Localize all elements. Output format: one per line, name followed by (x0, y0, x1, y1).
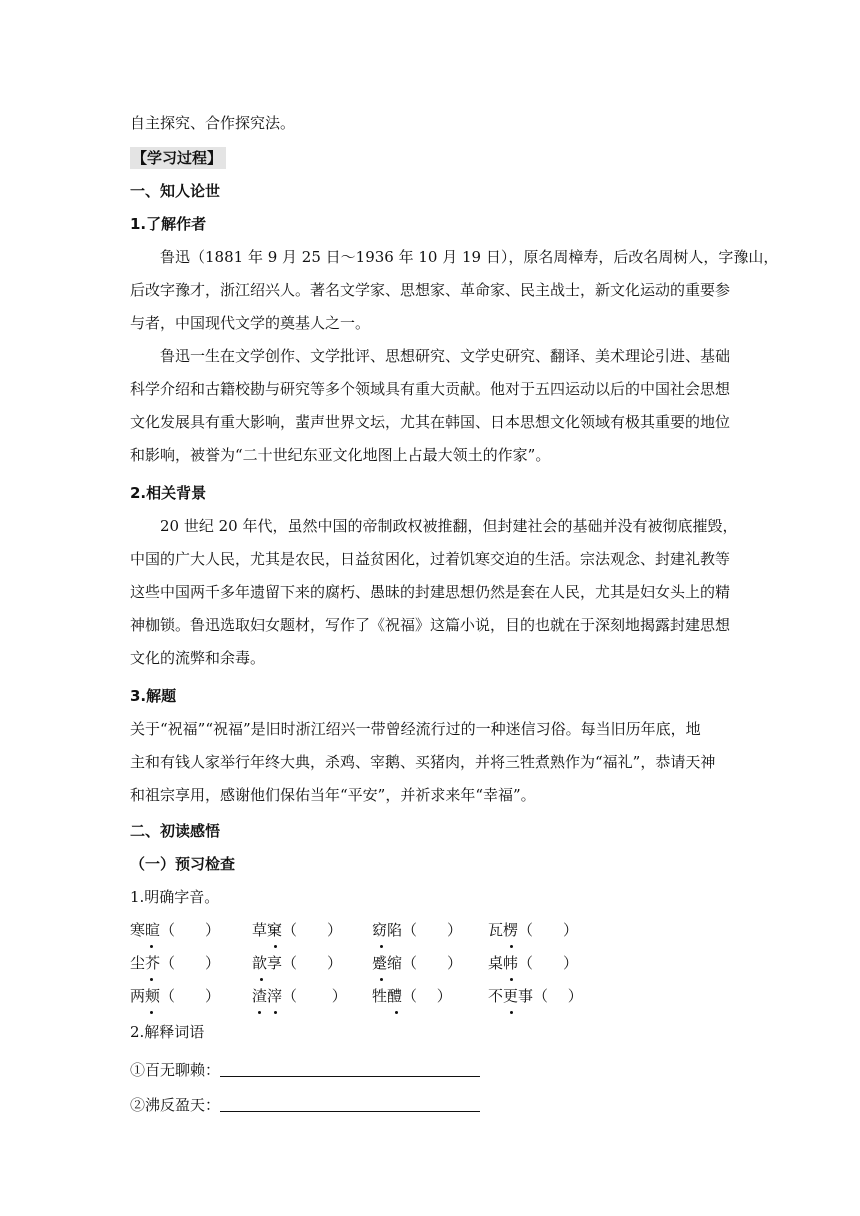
pronunciation-question: 1.明确字音。 (130, 888, 220, 906)
emphasis-dot (260, 978, 263, 981)
pinyin-item: 桌帏（ ） (488, 954, 579, 972)
vocab-term: ②沸反盈天： (130, 1096, 221, 1114)
emphasis-dot (150, 978, 153, 981)
emphasis-dot (150, 1011, 153, 1014)
vocab-term: ①百无聊赖： (130, 1061, 221, 1079)
sub1-title: 1.了解作者 (130, 215, 207, 233)
sub2-title: 2.相关背景 (130, 484, 207, 502)
pinyin-item: 尘芥（ ） (130, 954, 221, 972)
pinyin-item: 两颊（ ） (130, 987, 221, 1005)
pinyin-item: 不更事（ ） (488, 987, 583, 1005)
answer-blank[interactable] (220, 1095, 480, 1112)
section-tag-label: 【学习过程】 (130, 147, 226, 169)
vocab-item (130, 1094, 480, 1116)
vocab-question: 2.解释词语 (130, 1023, 205, 1041)
emphasis-dot (274, 1011, 277, 1014)
background-paragraph: 20 世纪 20 年代，虽然中国的帝制政权被推翻，但封建社会的基础并没有被彻底摧毁， 中国的广大人民，尤其是农民，日益贫困化，过着饥寒交迫的生活。宗法观念、封建礼教等 这些中国两千多年遗留下来的腐朽、愚昧的封建思想仍然是套在人民，尤其是妇女头上的精 神枷锁。鲁迅选取妇女题材，写作了《祝福》这篇小说，目的也就在于深刻地揭露封建思想 文化的流弊和余毒。 (130, 517, 738, 667)
sub3-title: 3.解题 (130, 687, 177, 705)
section2-title: 二、初读感悟 (130, 822, 221, 840)
pinyin-item: 蹙缩（ ） (372, 954, 463, 972)
author-paragraph-2: 鲁迅一生在文学创作、文学批评、思想研究、文学史研究、翻译、美术理论引进、基础 科学介绍和古籍校勘与研究等多个领域具有重大贡献。他对于五四运动以后的中国社会思想 文化发展具有重大影响，蜚声世界文坛，尤其在韩国、日本思想文化领域有极其重要的地位 和影响，被誉为“二十世纪东亚文化地图上占最大领土的作家”。 (130, 347, 731, 464)
emphasis-dot (395, 1011, 398, 1014)
emphasis-dot (258, 1011, 261, 1014)
answer-blank[interactable] (220, 1060, 480, 1077)
pinyin-item: 窈陷（ ） (372, 921, 463, 939)
pinyin-item: 寒暄（ ） (130, 921, 221, 939)
author-paragraph-1: 鲁迅（1881 年 9 月 25 日～1936 年 10 月 19 日），原名周樟寿，后改名周树人，字豫山， 后改字豫才，浙江绍兴人。著名文学家、思想家、革命家、民主战士，新文化运动的重要参 与者，中国现代文学的奠基人之一。 (130, 248, 779, 332)
section-tag (130, 147, 226, 169)
emphasis-dot (150, 945, 153, 948)
pinyin-item: 瓦楞（ ） (488, 921, 579, 939)
emphasis-dot (510, 978, 513, 981)
vocab-item (130, 1059, 480, 1081)
intro-text: 自主探究、合作探究法。 (130, 114, 296, 132)
emphasis-dot (380, 945, 383, 948)
pinyin-item: 草窠（ ） (252, 921, 343, 939)
section1-title: 一、知人论世 (130, 182, 221, 200)
emphasis-dot (380, 978, 383, 981)
pinyin-item: 牲醴（ ） (372, 987, 452, 1005)
emphasis-dot (510, 945, 513, 948)
pinyin-item: 渣滓（ ） (252, 987, 347, 1005)
pinyin-item: 歆享（ ） (252, 954, 343, 972)
emphasis-dot (274, 945, 277, 948)
title-explanation-paragraph: 关于“祝福”“祝福”是旧时浙江绍兴一带曾经流行过的一种迷信习俗。每当旧历年底，地 主和有钱人家举行年终大典，杀鸡、宰鹅、买猪肉，并将三牲煮熟作为“福礼”，恭请天神 和祖宗享用，感谢他们保佑当年“平安”，并祈求来年“幸福”。 (130, 720, 716, 804)
emphasis-dot (510, 1011, 513, 1014)
preview-check-title: （一）预习检查 (130, 855, 236, 873)
